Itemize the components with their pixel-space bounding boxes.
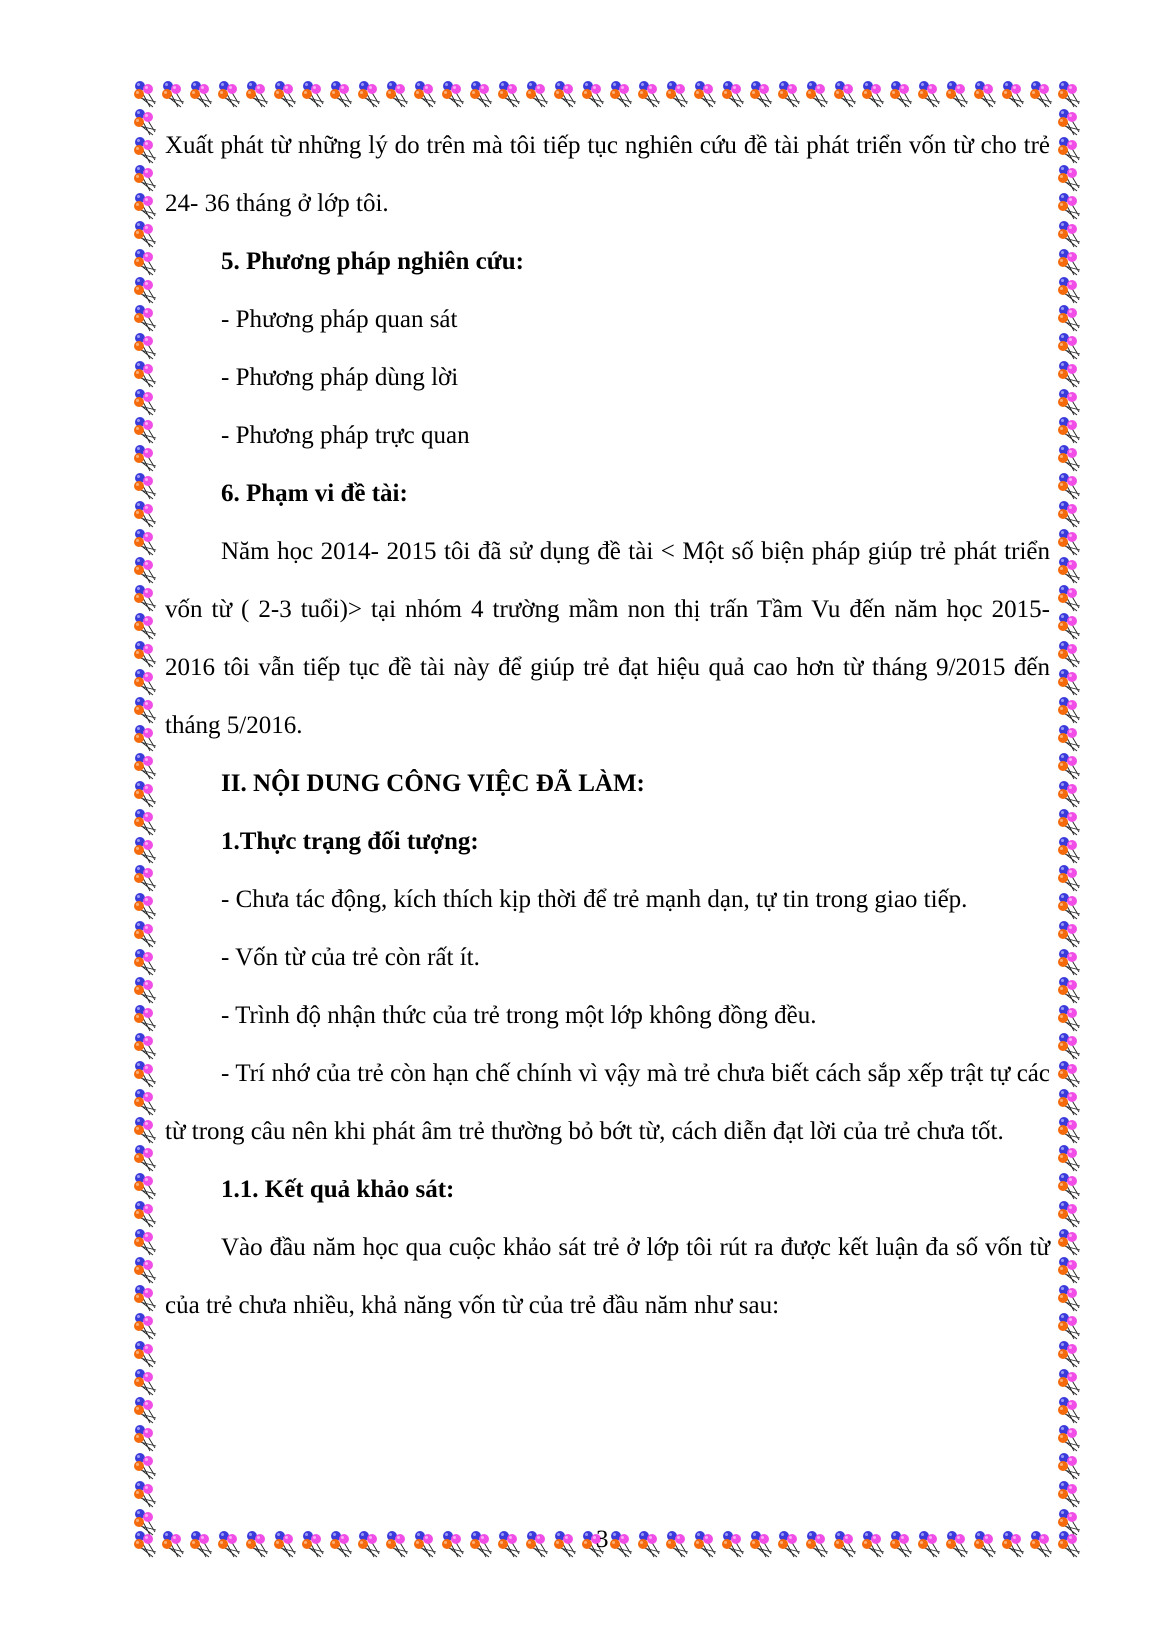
balloon-bunch-icon <box>131 892 159 920</box>
balloon-bunch-icon <box>131 472 159 500</box>
balloon-bunch-icon <box>943 80 971 108</box>
balloon-bunch-icon <box>131 808 159 836</box>
balloon-bunch-icon <box>775 1530 803 1558</box>
balloon-bunch-icon <box>131 1004 159 1032</box>
balloon-bunch-icon <box>131 556 159 584</box>
balloon-bunch-icon <box>691 1530 719 1558</box>
balloon-bunch-icon <box>131 276 159 304</box>
balloon-bunch-icon <box>971 80 999 108</box>
balloon-bunch-icon <box>1055 1340 1083 1368</box>
balloon-bunch-icon <box>131 1312 159 1340</box>
balloon-bunch-icon <box>663 80 691 108</box>
balloon-bunch-icon <box>523 1530 551 1558</box>
list-item: - Phương pháp dùng lời <box>221 364 459 391</box>
balloon-bunch-icon <box>131 1060 159 1088</box>
heading-section-ii: II. NỘI DUNG CÔNG VIỆC ĐÃ LÀM: <box>221 770 645 797</box>
balloon-bunch-icon <box>131 1368 159 1396</box>
balloon-bunch-icon <box>551 80 579 108</box>
balloon-bunch-icon <box>1055 1452 1083 1480</box>
balloon-bunch-icon <box>243 1530 271 1558</box>
paragraph-scope: Năm học 2014- 2015 tôi đã sử dụng đề tài < Một số biện pháp giúp trẻ phát triển vốn từ ( 2-3 tuổi)> tại nhóm 4 trường mầm non thị trấn Tầm Vu đến năm học 2015- 2016 tôi vẫn tiếp tục đề tài này để giúp trẻ đạt hiệu quả cao hơn từ tháng 9/2015 đến tháng 5/2016. <box>165 538 1050 739</box>
balloon-bunch-icon <box>1055 304 1083 332</box>
balloon-bunch-icon <box>1055 948 1083 976</box>
balloon-bunch-icon <box>1055 136 1083 164</box>
balloon-border-top <box>131 80 1083 108</box>
balloon-bunch-icon <box>887 1530 915 1558</box>
balloon-bunch-icon <box>635 1530 663 1558</box>
balloon-bunch-icon <box>803 1530 831 1558</box>
balloon-bunch-icon <box>1055 192 1083 220</box>
balloon-bunch-icon <box>1055 1480 1083 1508</box>
balloon-bunch-icon <box>355 80 383 108</box>
balloon-bunch-icon <box>775 80 803 108</box>
balloon-bunch-icon <box>131 640 159 668</box>
balloon-bunch-icon <box>131 388 159 416</box>
list-item: - Trình độ nhận thức của trẻ trong một lớp không đồng đều. <box>221 1002 817 1029</box>
balloon-bunch-icon <box>1055 528 1083 556</box>
balloon-bunch-icon <box>131 444 159 472</box>
balloon-bunch-icon <box>131 192 159 220</box>
balloon-bunch-icon <box>915 1530 943 1558</box>
balloon-bunch-icon <box>131 164 159 192</box>
balloon-bunch-icon <box>131 612 159 640</box>
balloon-bunch-icon <box>131 1144 159 1172</box>
balloon-bunch-icon <box>131 976 159 1004</box>
balloon-bunch-icon <box>1055 864 1083 892</box>
balloon-bunch-icon <box>1055 444 1083 472</box>
heading-survey-results: 1.1. Kết quả khảo sát: <box>221 1176 455 1203</box>
balloon-bunch-icon <box>747 1530 775 1558</box>
balloon-bunch-icon <box>1055 248 1083 276</box>
balloon-bunch-icon <box>943 1530 971 1558</box>
balloon-bunch-icon <box>383 80 411 108</box>
balloon-bunch-icon <box>1055 332 1083 360</box>
balloon-bunch-icon <box>1055 1004 1083 1032</box>
heading-research-methods: 5. Phương pháp nghiên cứu: <box>221 248 524 275</box>
document-body <box>165 117 1050 1335</box>
balloon-bunch-icon <box>1055 976 1083 1004</box>
list-item: - Phương pháp quan sát <box>221 306 458 333</box>
balloon-bunch-icon <box>1055 1200 1083 1228</box>
balloon-bunch-icon <box>495 80 523 108</box>
paragraph-intro: Xuất phát từ những lý do trên mà tôi tiếp tục nghiên cứu đề tài phát triển vốn từ cho trẻ 24- 36 tháng ở lớp tôi. <box>165 132 1050 217</box>
balloon-bunch-icon <box>1055 892 1083 920</box>
balloon-bunch-icon <box>327 1530 355 1558</box>
balloon-bunch-icon <box>1055 1396 1083 1424</box>
balloon-bunch-icon <box>131 1256 159 1284</box>
balloon-bunch-icon <box>1055 640 1083 668</box>
balloon-bunch-icon <box>551 1530 579 1558</box>
balloon-bunch-icon <box>1027 80 1055 108</box>
balloon-bunch-icon <box>1055 80 1083 108</box>
balloon-bunch-icon <box>1055 360 1083 388</box>
balloon-bunch-icon <box>691 80 719 108</box>
heading-scope: 6. Phạm vi đề tài: <box>221 480 408 507</box>
balloon-bunch-icon <box>607 80 635 108</box>
balloon-bunch-icon <box>1055 1088 1083 1116</box>
balloon-bunch-icon <box>663 1530 691 1558</box>
balloon-bunch-icon <box>859 80 887 108</box>
balloon-bunch-icon <box>299 1530 327 1558</box>
balloon-bunch-icon <box>355 1530 383 1558</box>
balloon-bunch-icon <box>1055 696 1083 724</box>
balloon-bunch-icon <box>131 500 159 528</box>
balloon-bunch-icon <box>131 528 159 556</box>
balloon-bunch-icon <box>887 80 915 108</box>
balloon-bunch-icon <box>131 584 159 612</box>
balloon-bunch-icon <box>131 1424 159 1452</box>
balloon-bunch-icon <box>1055 276 1083 304</box>
balloon-bunch-icon <box>719 80 747 108</box>
balloon-bunch-icon <box>131 136 159 164</box>
balloon-bunch-icon <box>831 1530 859 1558</box>
balloon-bunch-icon <box>411 1530 439 1558</box>
balloon-bunch-icon <box>131 920 159 948</box>
balloon-bunch-icon <box>299 80 327 108</box>
balloon-bunch-icon <box>1055 1256 1083 1284</box>
balloon-bunch-icon <box>1027 1530 1055 1558</box>
balloon-bunch-icon <box>859 1530 887 1558</box>
balloon-bunch-icon <box>1055 1530 1083 1558</box>
balloon-bunch-icon <box>187 1530 215 1558</box>
balloon-bunch-icon <box>271 1530 299 1558</box>
balloon-bunch-icon <box>831 80 859 108</box>
balloon-bunch-icon <box>1055 1284 1083 1312</box>
balloon-bunch-icon <box>803 80 831 108</box>
balloon-bunch-icon <box>131 1480 159 1508</box>
balloon-bunch-icon <box>1055 668 1083 696</box>
balloon-bunch-icon <box>495 1530 523 1558</box>
balloon-bunch-icon <box>411 80 439 108</box>
balloon-bunch-icon <box>131 304 159 332</box>
balloon-bunch-icon <box>131 360 159 388</box>
balloon-bunch-icon <box>131 724 159 752</box>
balloon-bunch-icon <box>131 1452 159 1480</box>
balloon-bunch-icon <box>131 1396 159 1424</box>
balloon-bunch-icon <box>131 332 159 360</box>
balloon-bunch-icon <box>1055 724 1083 752</box>
balloon-bunch-icon <box>243 80 271 108</box>
balloon-bunch-icon <box>131 1172 159 1200</box>
balloon-bunch-icon <box>1055 1368 1083 1396</box>
balloon-bunch-icon <box>1055 584 1083 612</box>
balloon-bunch-icon <box>159 80 187 108</box>
balloon-bunch-icon <box>1055 388 1083 416</box>
balloon-bunch-icon <box>635 80 663 108</box>
balloon-bunch-icon <box>159 1530 187 1558</box>
balloon-bunch-icon <box>383 1530 411 1558</box>
balloon-bunch-icon <box>131 948 159 976</box>
balloon-bunch-icon <box>439 1530 467 1558</box>
balloon-bunch-icon <box>1055 808 1083 836</box>
balloon-bunch-icon <box>1055 1060 1083 1088</box>
balloon-bunch-icon <box>467 1530 495 1558</box>
balloon-bunch-icon <box>1055 1116 1083 1144</box>
balloon-bunch-icon <box>1055 416 1083 444</box>
balloon-bunch-icon <box>1055 1172 1083 1200</box>
balloon-bunch-icon <box>1055 752 1083 780</box>
list-item: - Trí nhớ của trẻ còn hạn chế chính vì vậy mà trẻ chưa biết cách sắp xếp trật tự các từ trong câu nên khi phát âm trẻ thường bỏ bớt từ, cách diễn đạt lời của trẻ chưa tốt. <box>165 1060 1050 1145</box>
balloon-bunch-icon <box>1055 108 1083 136</box>
balloon-bunch-icon <box>971 1530 999 1558</box>
list-item: - Phương pháp trực quan <box>221 422 470 449</box>
balloon-bunch-icon <box>131 1228 159 1256</box>
balloon-bunch-icon <box>1055 556 1083 584</box>
balloon-bunch-icon <box>467 80 495 108</box>
balloon-bunch-icon <box>271 80 299 108</box>
balloon-bunch-icon <box>1055 220 1083 248</box>
balloon-bunch-icon <box>915 80 943 108</box>
balloon-bunch-icon <box>131 836 159 864</box>
paragraph-survey: Vào đầu năm học qua cuộc khảo sát trẻ ở lớp tôi rút ra được kết luận đa số vốn từ của trẻ chưa nhiều, khả năng vốn từ của trẻ đầu năm như sau: <box>165 1234 1050 1319</box>
balloon-bunch-icon <box>215 80 243 108</box>
balloon-bunch-icon <box>187 80 215 108</box>
balloon-bunch-icon <box>131 1088 159 1116</box>
balloon-bunch-icon <box>131 1116 159 1144</box>
balloon-bunch-icon <box>579 80 607 108</box>
balloon-bunch-icon <box>1055 1312 1083 1340</box>
balloon-bunch-icon <box>131 780 159 808</box>
balloon-bunch-icon <box>131 864 159 892</box>
balloon-bunch-icon <box>1055 836 1083 864</box>
balloon-bunch-icon <box>327 80 355 108</box>
balloon-bunch-icon <box>1055 920 1083 948</box>
balloon-bunch-icon <box>1055 164 1083 192</box>
balloon-bunch-icon <box>1055 472 1083 500</box>
balloon-bunch-icon <box>1055 1032 1083 1060</box>
page-number: 3 <box>596 1526 609 1553</box>
list-item: - Chưa tác động, kích thích kịp thời để trẻ mạnh dạn, tự tin trong giao tiếp. <box>221 886 968 913</box>
balloon-bunch-icon <box>131 1530 159 1558</box>
balloon-bunch-icon <box>439 80 467 108</box>
balloon-bunch-icon <box>131 668 159 696</box>
balloon-bunch-icon <box>1055 780 1083 808</box>
balloon-bunch-icon <box>719 1530 747 1558</box>
balloon-bunch-icon <box>999 80 1027 108</box>
balloon-bunch-icon <box>131 108 159 136</box>
balloon-bunch-icon <box>131 248 159 276</box>
balloon-bunch-icon <box>523 80 551 108</box>
balloon-bunch-icon <box>131 80 159 108</box>
balloon-bunch-icon <box>131 752 159 780</box>
balloon-bunch-icon <box>131 1340 159 1368</box>
balloon-bunch-icon <box>1055 1144 1083 1172</box>
list-item: - Vốn từ của trẻ còn rất ít. <box>221 944 480 971</box>
balloon-border-left <box>131 108 159 1536</box>
balloon-bunch-icon <box>999 1530 1027 1558</box>
balloon-bunch-icon <box>131 1284 159 1312</box>
heading-current-state: 1.Thực trạng đối tượng: <box>221 828 479 855</box>
balloon-bunch-icon <box>1055 500 1083 528</box>
balloon-bunch-icon <box>607 1530 635 1558</box>
balloon-border-right <box>1055 108 1083 1536</box>
balloon-bunch-icon <box>131 696 159 724</box>
balloon-bunch-icon <box>747 80 775 108</box>
balloon-bunch-icon <box>131 220 159 248</box>
balloon-bunch-icon <box>1055 1424 1083 1452</box>
balloon-bunch-icon <box>131 1032 159 1060</box>
balloon-bunch-icon <box>215 1530 243 1558</box>
balloon-bunch-icon <box>131 1200 159 1228</box>
balloon-bunch-icon <box>131 416 159 444</box>
balloon-bunch-icon <box>1055 612 1083 640</box>
balloon-bunch-icon <box>1055 1228 1083 1256</box>
